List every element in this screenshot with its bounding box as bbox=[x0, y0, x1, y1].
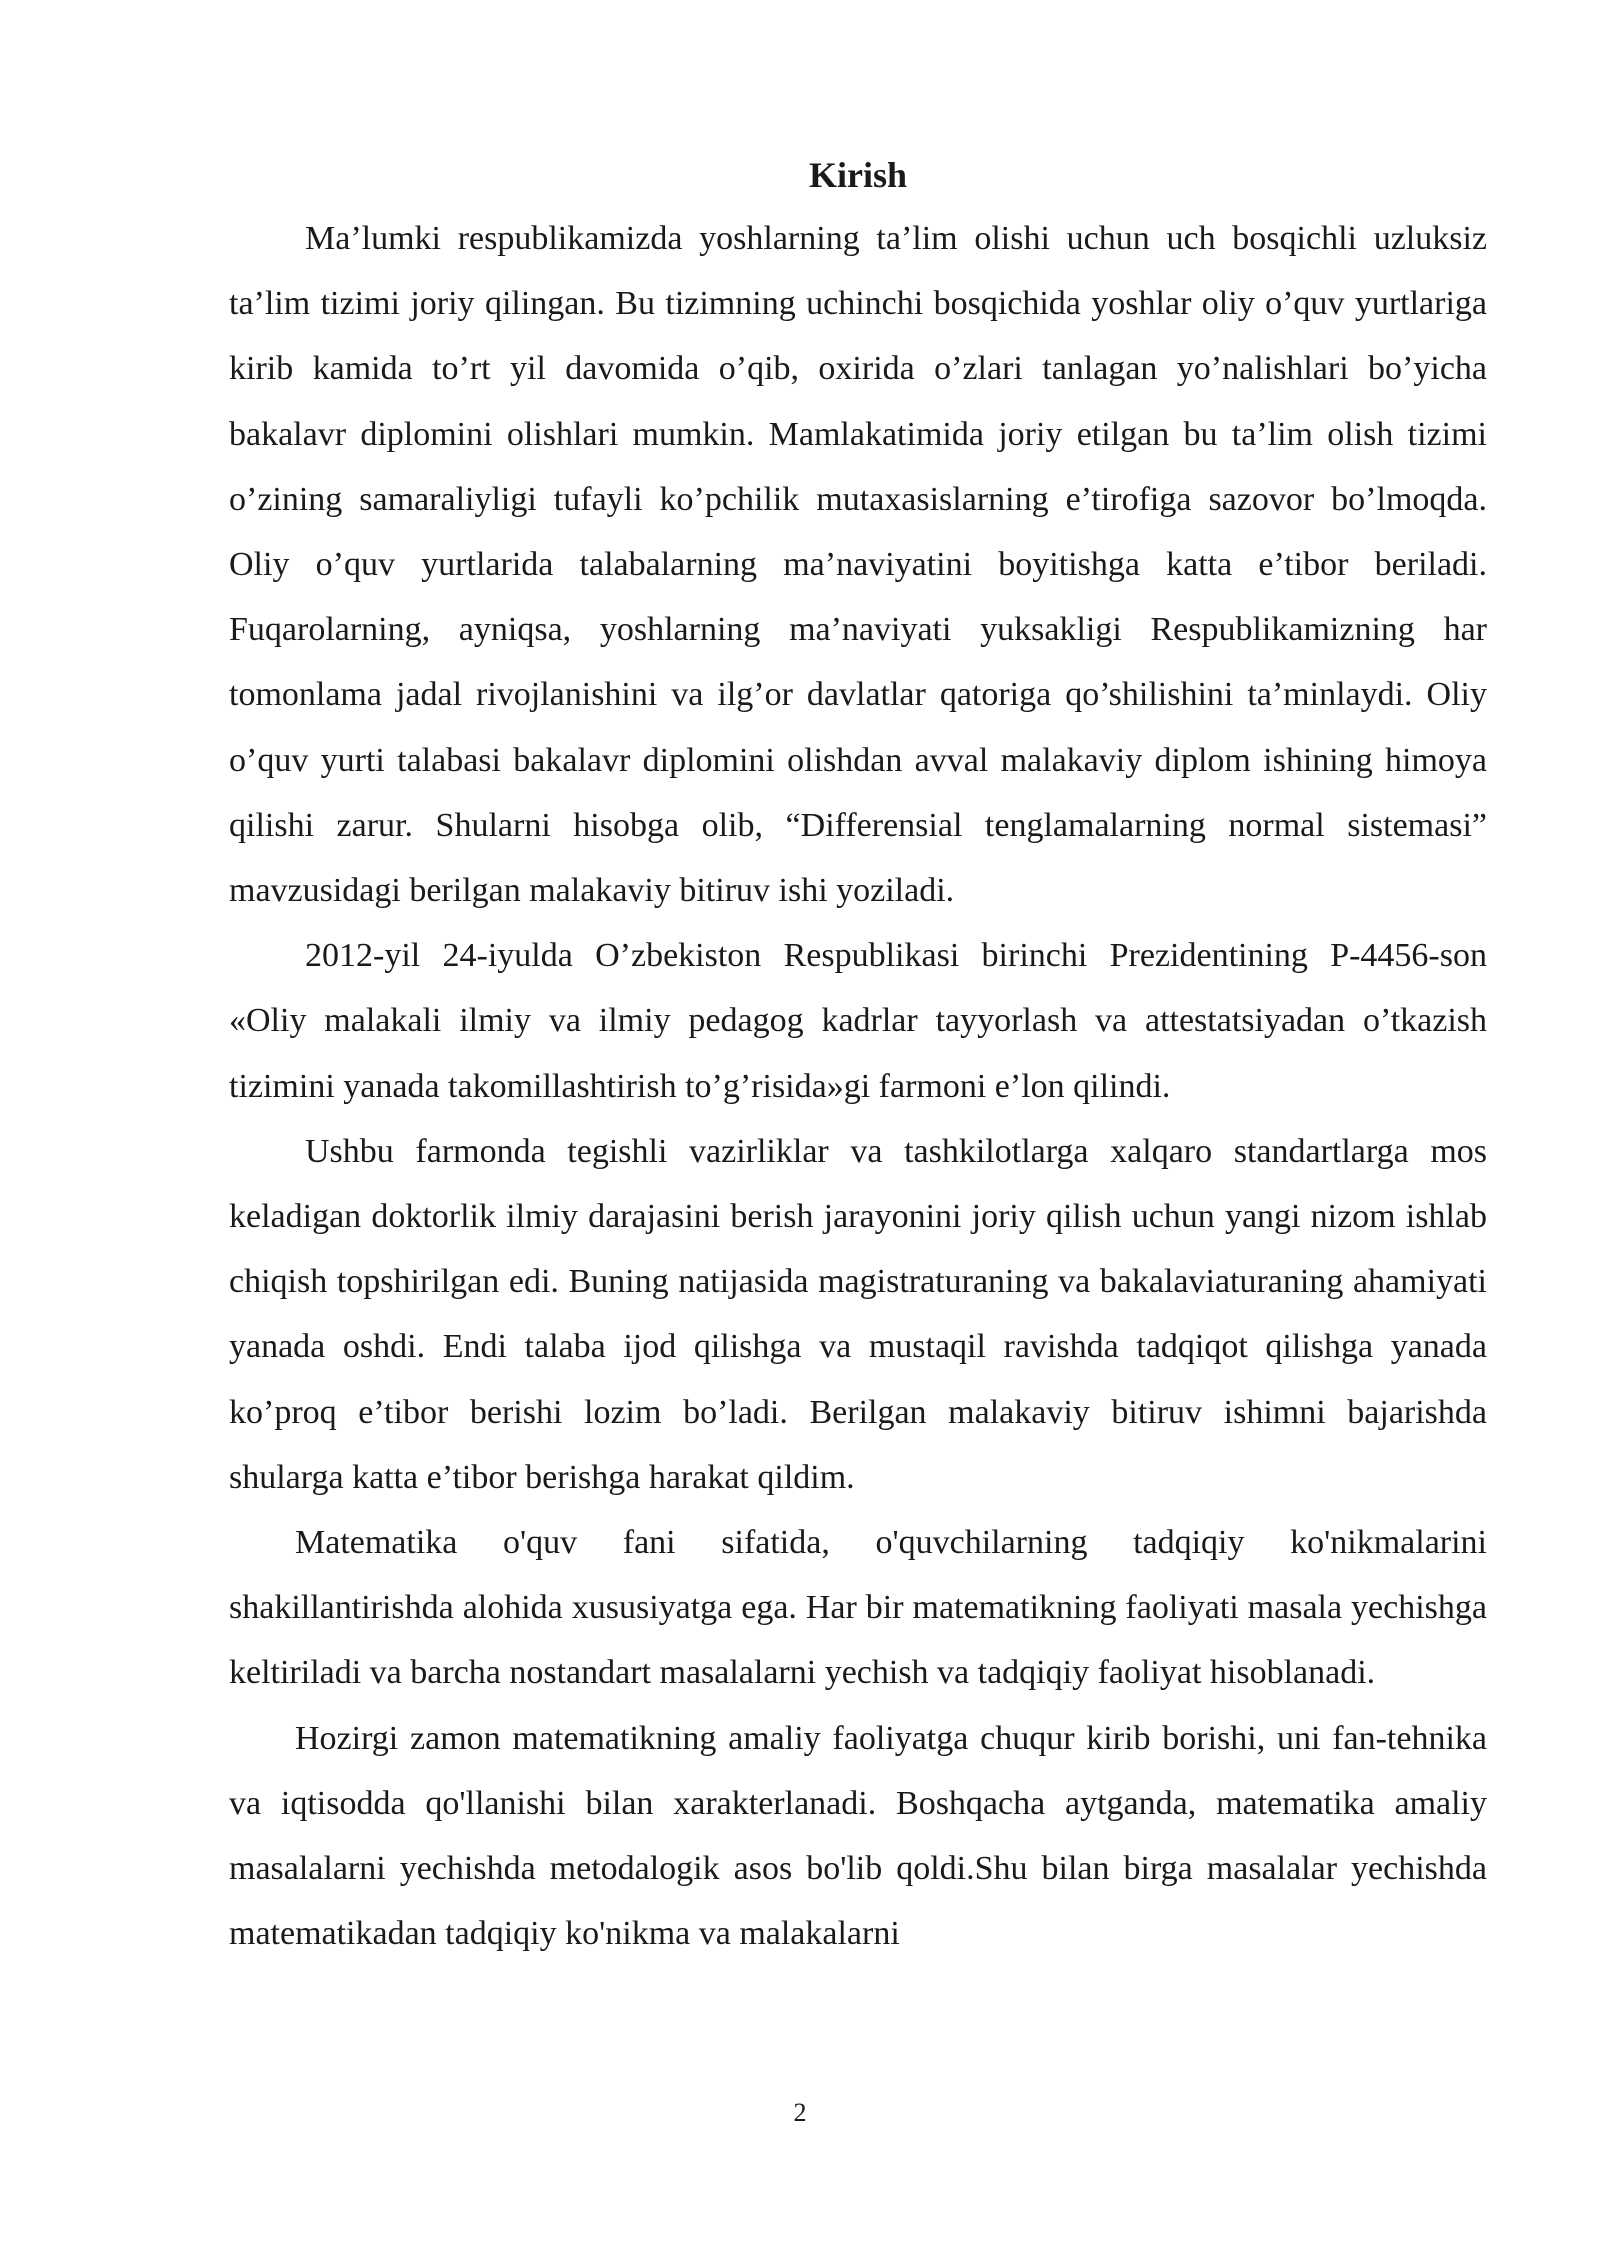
page-content bbox=[229, 148, 1487, 1966]
paragraph-hozirgi: Hozirgi zamon matematikning amaliy faoliyatga chuqur kirib borishi, uni fan-tehnika va iqtisodda qo'llanishi bilan xarakterlanadi. Boshqacha aytganda, matematika amaliy masalalarni yechishda metodalogik asos bo'lib qoldi.Shu bilan birga masalalar yechishda matematikadan tadqiqiy ko'nikma va malakalarni bbox=[229, 1719, 1487, 1953]
page-number: 2 bbox=[793, 2098, 807, 2127]
paragraph-intro: Ma’lumki respublikamizda yoshlarning ta’lim olishi uchun uch bosqichli uzluksiz ta’lim tizimi joriy qilingan. Bu tizimning uchinchi bosqichida yoshlar oliy o’quv yurtlariga kirib kamida to’rt yil davomida o’qib, oxirida o’zlari tanlagan yo’nalishlari bo’yicha bakalavr diplomini olishlari mumkin. Mamlakatimida joriy etilgan bu ta’lim olish tizimi o’zining samaraliyligi tufayli ko’pchilik mutaxasislarning e’tirofiga sazovor bo’lmoqda. Oliy o’quv yurtlarida talabalarning ma’naviyatini boyitishga katta e’tibor beriladi. Fuqarolarning, ayniqsa, yoshlarning ma’naviyati yuksakligi Respublikamizning har tomonlama jadal rivojlanishini va ilg’or davlatlar qatoriga qo’shilishini ta’minlaydi. Oliy o’quv yurti talabasi bakalavr diplomini olishdan avval malakaviy diplom ishining himoya qilishi zarur. Shularni hisobga olib, “Differensial tenglamalarning normal sistemasi” mavzusidagi berilgan malakaviy bitiruv ishi yoziladi. bbox=[229, 220, 1487, 910]
page-title: Kirish bbox=[808, 155, 907, 195]
paragraph-farmon: Ushbu farmonda tegishli vazirliklar va tashkilotlarga xalqaro standartlarga mos keladigan doktorlik ilmiy darajasini berish jarayonini joriy qilish uchun yangi nizom ishlab chiqish topshirilgan edi. Buning natijasida magistraturaning va bakalaviaturaning ahamiyati yanada oshdi. Endi talaba ijod qilishga va mustaqil ravishda tadqiqot qilishga yanada ko’proq e’tibor berishi lozim bo’ladi. Berilgan malakaviy bitiruv ishimni bajarishda shularga katta e’tibor berishga harakat qildim. bbox=[229, 1132, 1487, 1496]
paragraph-matematika: Matematika o'quv fani sifatida, o'quvchilarning tadqiqiy ko'nikmalarini shakillantirishda alohida xususiyatga ega. Har bir matematikning faoliyati masala yechishga keltiriladi va barcha nostandart masalalarni yechish va tadqiqiy faoliyat hisoblanadi. bbox=[229, 1524, 1487, 1692]
paragraph-decree: 2012-yil 24-iyulda O’zbekiston Respublikasi birinchi Prezidentining P-4456-son «Oliy malakali ilmiy va ilmiy pedagog kadrlar tayyorlash va attestatsiyadan o’tkazish tizimini yanada takomillashtirish to’g’risida»gi farmoni e’lon qilindi. bbox=[229, 937, 1487, 1105]
